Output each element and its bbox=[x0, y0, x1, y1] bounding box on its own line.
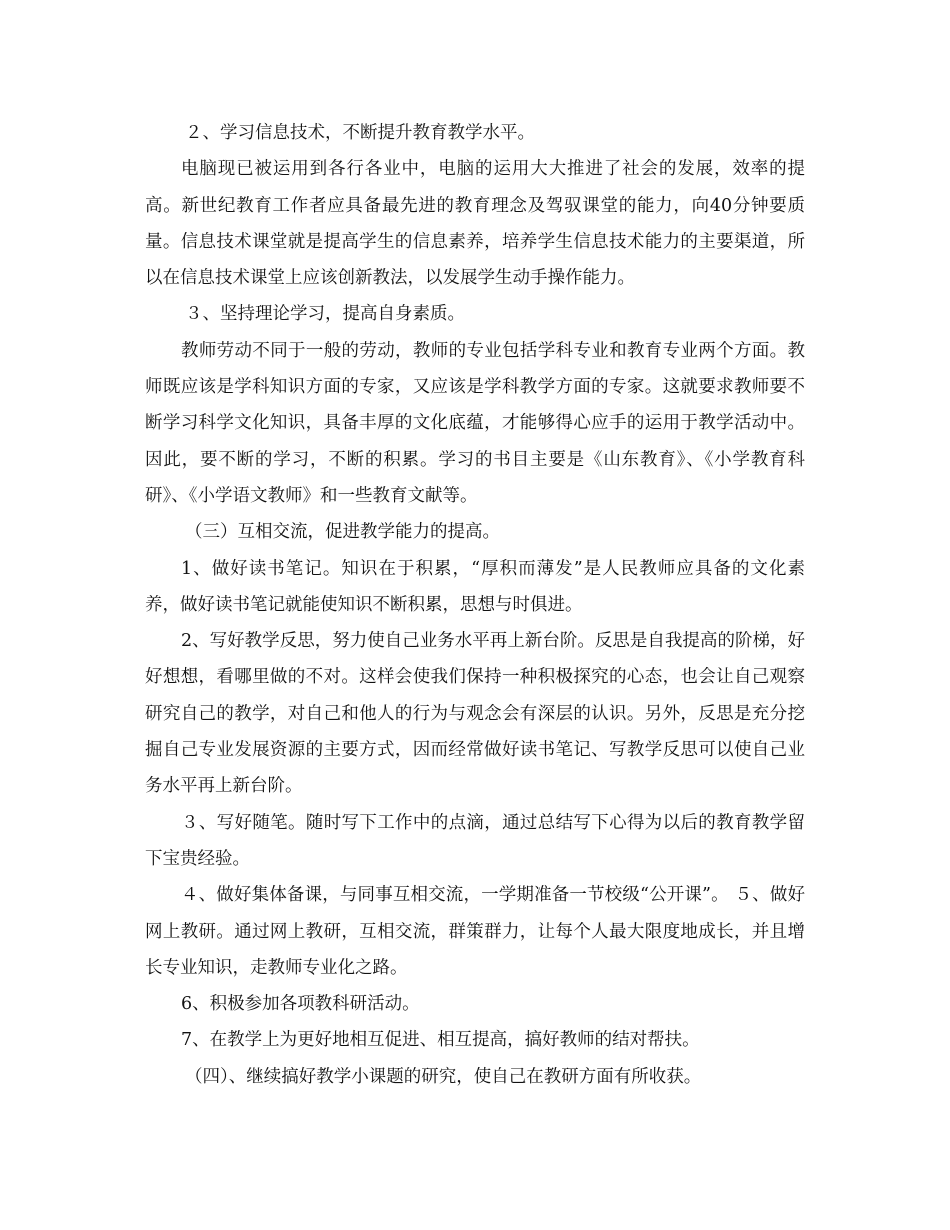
paragraph-research-activities: 6、积极参加各项教科研活动。 bbox=[181, 994, 420, 1015]
document-body bbox=[145, 115, 805, 1095]
paragraph-essays: ３、写好随笔。随时写下工作中的点滴，通过总结写下心得为以后的教育教学留下宝贵经验。 bbox=[145, 812, 805, 869]
paragraph-teacher-labor: 教师劳动不同于一般的劳动，教师的专业包括学科专业和教育专业两个方面。教师既应该是学科知识方面的专家，又应该是学科教学方面的专家。这就要求教师要不断学习科学文化知识，具备丰厚的文化底蕴，才能够得心应手的运用于教学活动中。因此，要不断的学习，不断的积累。学习的书目主要是《山东教育》、《小学教育科研》、《小学语文教师》和一些教育文献等。 bbox=[145, 340, 805, 506]
section-heading-theory-study: ３、坚持理论学习，提高自身素质。 bbox=[185, 304, 465, 325]
paragraph-reading-notes: 1、做好读书笔记。知识在于积累，“厚积而薄发”是人民教师应具备的文化素养，做好读书笔记就能使知识不断积累，思想与时俱进。 bbox=[145, 558, 805, 615]
section-heading-mutual-exchange: （三）互相交流，促进教学能力的提高。 bbox=[185, 522, 500, 543]
paragraph-collective-lesson-prep: ４、做好集体备课，与同事互相交流，一学期准备一节校级“公开课”。 ５、做好网上教研。通过网上教研，互相交流，群策群力，让每个人最大限度地成长，并且增长专业知识，走教师专业化之路。 bbox=[145, 885, 805, 978]
paragraph-teacher-pairing: 7、在教学上为更好地相互促进、相互提高，搞好教师的结对帮扶。 bbox=[181, 1030, 700, 1051]
paragraph-computer-usage: 电脑现已被运用到各行各业中，电脑的运用大大推进了社会的发展，效率的提高。新世纪教育工作者应具备最先进的教育理念及驾驭课堂的能力，向40分钟要质量。信息技术课堂就是提高学生的信息素养，培养学生信息技术能力的主要渠道，所以在信息技术课堂上应该创新教法，以发展学生动手操作能力。 bbox=[145, 159, 805, 289]
section-heading-small-topic-research: （四）、继续搞好教学小课题的研究，使自己在教研方面有所收获。 bbox=[185, 1066, 702, 1087]
section-heading-information-technology: ２、学习信息技术，不断提升教育教学水平。 bbox=[185, 123, 535, 143]
paragraph-teaching-reflection: 2、写好教学反思，努力使自己业务水平再上新台阶。反思是自我提高的阶梯，好好想想，看哪里做的不对。这样会使我们保持一种积极探究的心态，也会让自己观察研究自己的教学，对自己和他人的行为与观念会有深层的认识。另外，反思是充分挖掘自己专业发展资源的主要方式，因而经常做好读书笔记、写教学反思可以使自己业务水平再上新台阶。 bbox=[145, 631, 805, 797]
